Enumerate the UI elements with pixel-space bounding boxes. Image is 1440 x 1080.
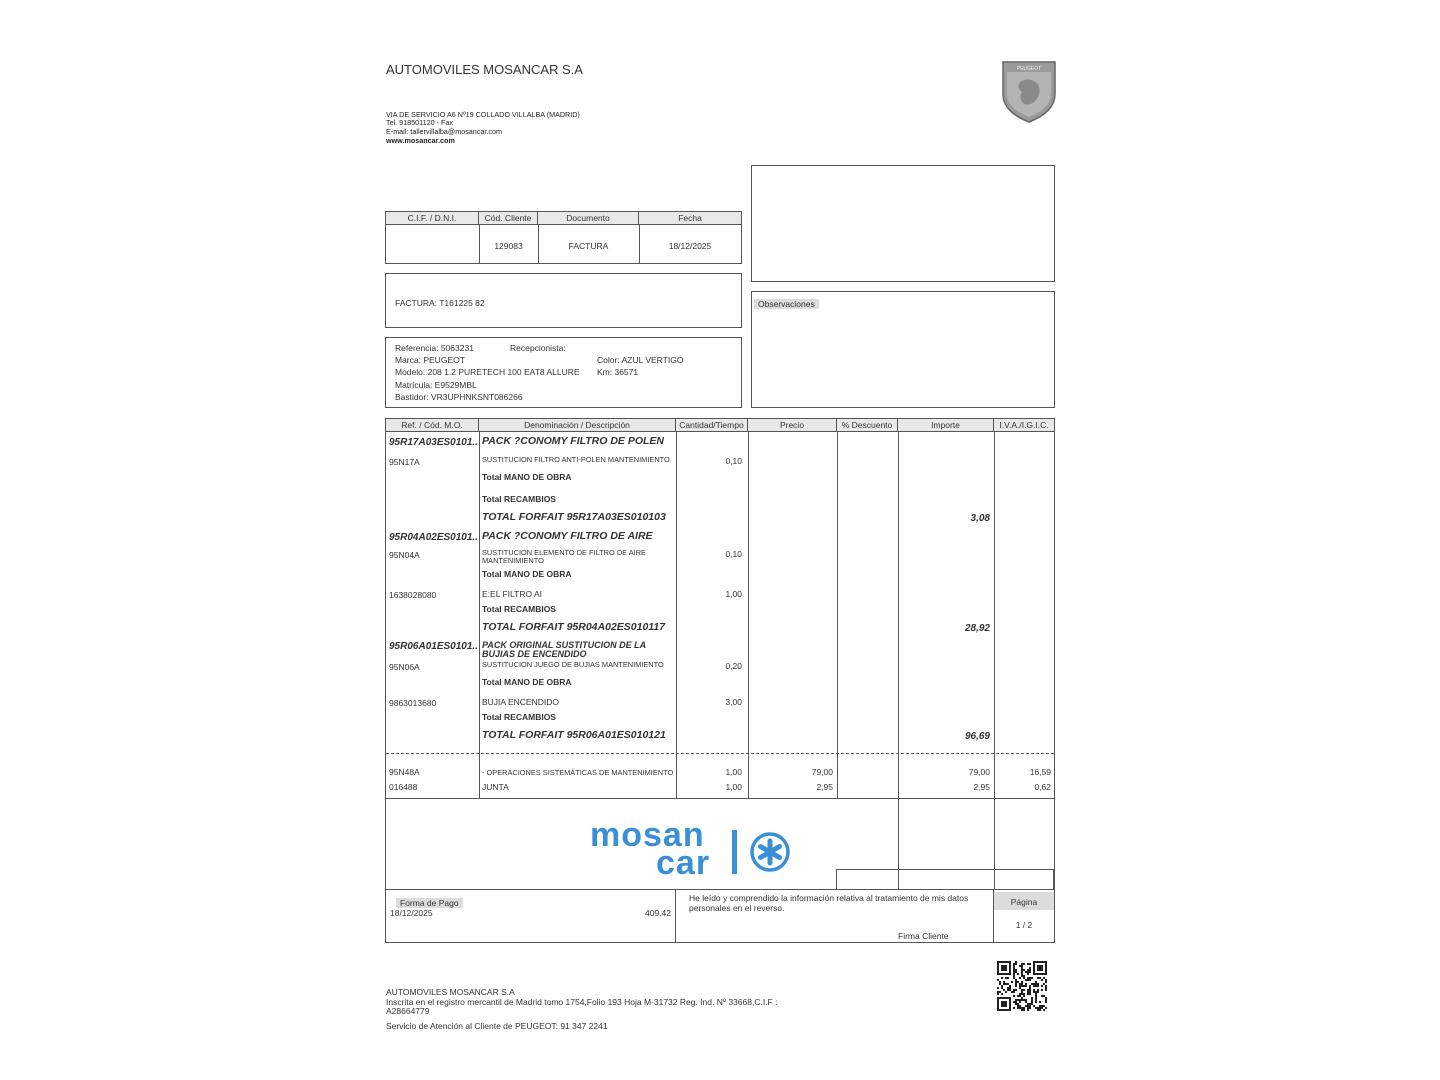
row-ref: 95R06A01ES0101.. — [389, 641, 478, 652]
vehicle-matricula: Matrícula: E9529MBL — [395, 380, 477, 390]
asterisk-icon — [750, 832, 790, 872]
privacy-note: He leído y comprendido la información relativa al tratamiento de mis datos personales en el reverso. — [689, 893, 969, 913]
row-quantity: 1,00 — [725, 589, 742, 599]
row-description: Total RECAMBIOS — [482, 712, 556, 722]
company-phone: Tel. 918501120 - Fax — [386, 118, 453, 127]
row-importe: 96,69 — [964, 731, 990, 742]
client-info-table — [385, 211, 742, 264]
row-description: TOTAL FORFAIT 95R04A02ES010117 — [482, 621, 666, 633]
row-precio: 2,95 — [816, 782, 833, 792]
col-descripcion: Denominación / Descripción — [479, 419, 676, 431]
header-documento: Documento — [538, 212, 639, 224]
row-ref: 95N04A — [389, 550, 420, 560]
row-iva: 16,59 — [1029, 767, 1051, 777]
row-quantity: 0,20 — [725, 661, 742, 671]
row-description: TOTAL FORFAIT 95R06A01ES010121 — [482, 729, 666, 741]
row-precio: 79,00 — [811, 767, 833, 777]
row-quantity: 1,00 — [725, 767, 742, 777]
col-descuento: % Descuento — [837, 419, 898, 431]
mosancar-logo — [590, 816, 800, 882]
row-ref: 9863013680 — [389, 698, 437, 708]
logo-text-mosan: mosan — [590, 816, 705, 854]
vehicle-marca: Marca: PEUGEOT — [395, 355, 465, 365]
pagina-label: Página — [1010, 897, 1038, 907]
row-description: PACK ?CONOMY FILTRO DE POLEN — [482, 435, 665, 447]
row-description: PACK ?CONOMY FILTRO DE AIRE — [482, 530, 653, 542]
vehicle-info-box — [385, 337, 742, 408]
row-iva: 0,62 — [1034, 782, 1051, 792]
row-ref: 95N48A — [389, 767, 420, 777]
row-description: PACK ORIGINAL SUSTITUCION DE LA BUJIAS DE ENCENDIDO — [482, 640, 646, 659]
qr-code-icon — [997, 961, 1049, 1011]
peugeot-badge-text: PEUGEOT — [1016, 66, 1042, 72]
row-description: Total RECAMBIOS — [482, 604, 556, 614]
row-quantity: 1,00 — [725, 782, 742, 792]
row-description: SUSTITUCION FILTRO ANTI-POLEN MANTENIMIENTO — [482, 455, 670, 464]
vehicle-color: Color: AZUL VERTIGO — [597, 355, 684, 365]
vehicle-bastidor: Bastidor: VR3UPHNKSNT086266 — [395, 392, 523, 402]
address-box — [751, 165, 1055, 282]
row-description: Total MANO DE OBRA — [482, 569, 572, 579]
row-description: SUSTITUCION ELEMENTO DE FILTRO DE AIRE MANTENIMIENTO — [482, 548, 646, 565]
pagina-value: 1 / 2 — [1015, 920, 1033, 930]
row-importe: 79,00 — [968, 767, 990, 777]
header-fecha: Fecha — [639, 212, 741, 224]
row-ref: 95N06A — [389, 662, 420, 672]
footer-company-name: AUTOMOVILES MOSANCAR S.A — [386, 987, 515, 997]
row-importe: 3,08 — [970, 513, 990, 524]
forma-pago-date: 18/12/2025 — [390, 908, 433, 918]
row-ref: 95R04A02ES0101.. — [389, 532, 478, 543]
company-name: AUTOMOVILES MOSANCAR S.A — [386, 62, 583, 77]
company-email: E-mail: tallervillalba@mosancar.com — [386, 127, 502, 136]
col-importe: Importe — [898, 419, 994, 431]
company-web: www.mosancar.com — [386, 136, 455, 145]
row-ref: 016488 — [389, 782, 418, 792]
bottom-info-row — [385, 889, 1055, 943]
vehicle-km: Km: 36571 — [597, 367, 639, 377]
col-cantidad: Cantidad/Tiempo — [676, 419, 748, 431]
peugeot-logo — [1000, 60, 1058, 124]
footer-cif: A28664779 — [386, 1006, 430, 1016]
row-description: Total MANO DE OBRA — [482, 472, 572, 482]
company-address: VIA DE SERVICIO A6 Nº19 COLLADO VILLALBA (MADRID) — [386, 110, 580, 119]
col-precio: Precio — [748, 419, 837, 431]
row-quantity: 0,10 — [725, 456, 742, 466]
vehicle-recepcionista: Recepcionista: — [510, 343, 566, 353]
observaciones-label: Observaciones — [754, 299, 819, 309]
value-fecha: 18/12/2025 — [668, 241, 712, 251]
logo-divider — [732, 830, 737, 874]
row-ref: 95N17A — [389, 457, 420, 467]
row-description: Total MANO DE OBRA — [482, 677, 572, 687]
footer-service: Servicio de Atención al Cliente de PEUGEOT: 91 347 2241 — [386, 1021, 608, 1031]
col-iva: I.V.A./I.G.I.C. — [994, 419, 1054, 431]
row-importe: 28,92 — [964, 623, 990, 634]
observaciones-box — [751, 291, 1055, 408]
row-description: JUNTA — [482, 782, 509, 792]
value-documento: FACTURA — [568, 241, 609, 251]
forma-pago-amount: 409,42 — [645, 908, 671, 918]
row-quantity: 3,00 — [725, 697, 742, 707]
header-cif: C.I.F. / D.N.I. — [386, 212, 479, 224]
row-ref: 1638028080 — [389, 590, 437, 600]
forma-pago-label: Forma de Pago — [396, 898, 463, 908]
header-cod-cliente: Cód. Cliente — [479, 212, 538, 224]
invoice-number-box — [385, 273, 742, 328]
row-importe: 2,95 — [973, 782, 990, 792]
row-description: BUJIA ENCENDIDO — [482, 697, 559, 707]
dashed-separator — [386, 753, 1054, 754]
vehicle-referencia: Referencia: 5063231 — [395, 343, 474, 353]
footer-registry: Inscrita en el registro mercantil de Madrid tomo 1754,Folio 193 Hoja M-31732 Reg. Ind. Nº 33668,C.I.F : — [386, 997, 778, 1007]
row-description: TOTAL FORFAIT 95R17A03ES010103 — [482, 511, 666, 523]
row-quantity: 0,10 — [725, 549, 742, 559]
firma-cliente: Firma Cliente — [898, 931, 949, 941]
vehicle-modelo: Modelo: 208 1.2 PURETECH 100 EAT8 ALLURE — [395, 367, 580, 377]
logo-text-car: car — [656, 844, 711, 882]
invoice-number: FACTURA: T161225 82 — [395, 298, 485, 308]
row-description: E:EL FILTRO AI — [482, 589, 542, 599]
value-cod-cliente: 129083 — [494, 241, 523, 251]
totals-subbox — [836, 869, 1054, 889]
row-ref: 95R17A03ES0101.. — [389, 437, 478, 448]
row-description: SUSTITUCION JUEGO DE BUJIAS MANTENIMIENTO — [482, 660, 664, 669]
row-description: - OPERACIONES SISTEMÁTICAS DE MANTENIMIENTO — [482, 768, 674, 777]
row-description: Total RECAMBIOS — [482, 494, 556, 504]
col-ref: Ref. / Cód. M.O. — [386, 419, 479, 431]
